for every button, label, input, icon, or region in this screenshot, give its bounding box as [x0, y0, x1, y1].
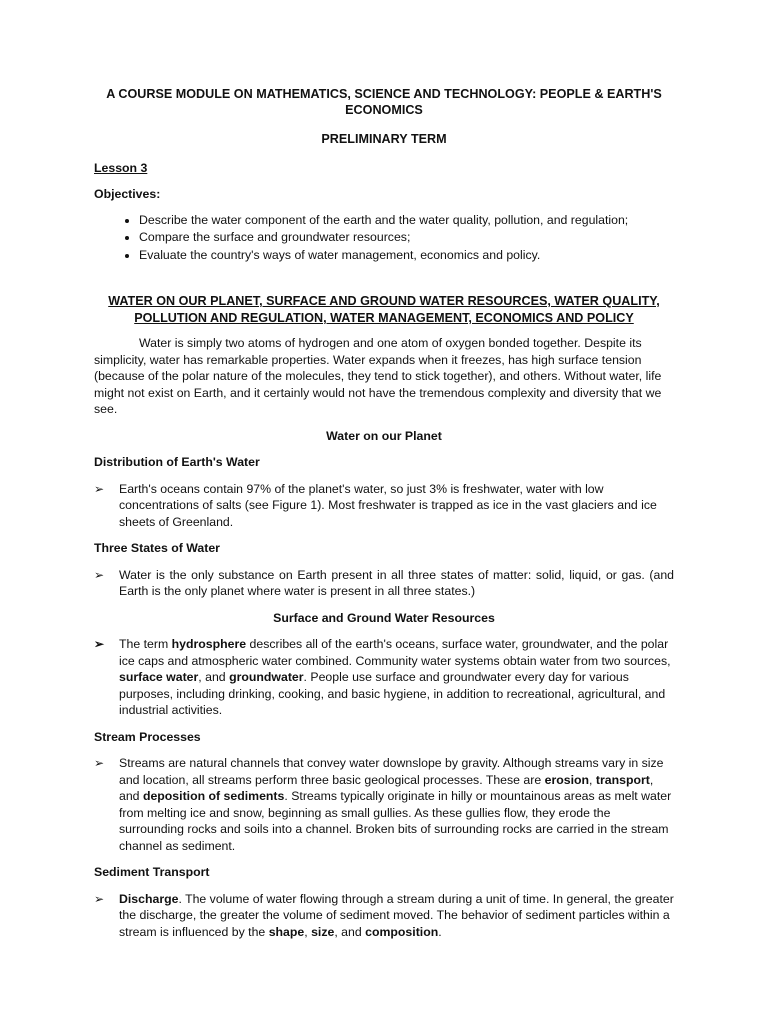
objectives-list	[94, 212, 674, 264]
shape-term: shape	[268, 924, 305, 939]
surface-water-term: surface water	[119, 670, 199, 684]
hydrosphere-bullet	[94, 636, 674, 719]
hydro-text: . People use surface and groundwater every day for various purposes, including drinking, cooking, and basic hygiene, in addition to recreational, agricultural, and industrial activities.	[119, 670, 666, 717]
intro-paragraph: Water is simply two atoms of hydrogen and one atom of oxygen bonded together. Despite its simplicity, water has remarkable properties. Water expands when it freezes, has high surface tension (because of the polar nature of the molecules, they tend to stick together), and others. Without water, life might not exist on Earth, and it certainly would not have the tremendous complexity and diversity that we see.	[94, 336, 662, 416]
surface-ground-heading: Surface and Ground Water Resources	[273, 610, 495, 625]
three-states-bullet	[94, 567, 674, 600]
stream-processes-heading: Stream Processes	[94, 729, 201, 744]
arrow-bullet-icon: ➢	[94, 756, 105, 770]
deposition-term: deposition of sediments	[142, 789, 285, 803]
hydro-text: , and	[198, 670, 230, 684]
distribution-bullet	[94, 481, 674, 531]
three-states-heading: Three States of Water	[94, 541, 220, 555]
groundwater-term: groundwater	[229, 670, 304, 684]
hydro-text: describes all of the earth's oceans, surface water, groundwater, and the polar ice caps and atmospheric water combined. Community water systems obtain water from two sources,	[119, 637, 671, 668]
stream-text: , and	[119, 772, 654, 803]
term-subtitle: PRELIMINARY TERM	[321, 132, 447, 146]
objective-item: • Describe the water component of the earth and the water quality, pollution, and regulation;	[139, 212, 674, 229]
hydrosphere-term: hydrosphere	[171, 637, 247, 651]
stream-text: . Streams typically originate in hilly or mountainous areas as melt water from melting ice and snow, beginning as small gullies. As these gullies flow, they erode the surrounding rocks and soils into a channel. Broken bits of surrounding rocks are carried in the stream channel as sediment.	[119, 789, 672, 853]
three-states-text: Water is the only substance on Earth present in all three states of matter: solid, liquid, or gas. (and Earth is the only planet where water is present in all three states.)	[119, 567, 674, 598]
sediment-text: ,	[304, 924, 312, 939]
sediment-bullet	[94, 891, 674, 941]
objectives-heading: Objectives:	[94, 187, 161, 201]
stream-bullet	[94, 755, 674, 854]
erosion-term: erosion	[544, 772, 590, 787]
sediment-text: .	[438, 924, 442, 939]
sediment-text: , and	[334, 924, 366, 939]
arrow-bullet-icon: ➢	[94, 637, 105, 651]
composition-term: composition	[365, 924, 439, 939]
lesson-label: Lesson 3	[94, 160, 148, 175]
distribution-text: Earth's oceans contain 97% of the planet's water, so just 3% is freshwater, water with low concentrations of salts (see Figure 1). Most freshwater is trapped as ice in the vast glaciers and ice sheets of Greenland.	[119, 481, 657, 529]
hydro-text: The term	[119, 637, 172, 651]
objective-item: • Compare the surface and groundwater resources;	[139, 229, 674, 246]
discharge-term: Discharge	[119, 891, 179, 906]
arrow-bullet-icon: ➢	[94, 481, 105, 496]
transport-term: transport	[595, 772, 650, 787]
arrow-bullet-icon: ➢	[94, 891, 105, 906]
water-on-planet-heading: Water on our Planet	[326, 428, 442, 443]
size-term: size	[311, 924, 335, 939]
arrow-bullet-icon: ➢	[94, 567, 105, 582]
stream-text: ,	[589, 772, 596, 787]
sediment-transport-heading: Sediment Transport	[94, 865, 210, 879]
distribution-heading: Distribution of Earth's Water	[94, 455, 260, 469]
section-title: WATER ON OUR PLANET, SURFACE AND GROUND WATER RESOURCES, WATER QUALITY, POLLUTION AND REGULATION, WATER MANAGEMENT, ECONOMICS AND POLICY	[108, 294, 660, 325]
sediment-text: . The volume of water flowing through a stream during a unit of time. In general, the greater the discharge, the greater the volume of sediment moved. The behavior of sediment particles within a stream is influenced by the	[119, 891, 674, 939]
objective-item: • Evaluate the country's ways of water management, economics and policy.	[139, 247, 674, 264]
stream-text: Streams are natural channels that convey water downslope by gravity. Although streams vary in size and location, all streams perform three basic geological processes. These are	[119, 756, 664, 787]
document-title: A COURSE MODULE ON MATHEMATICS, SCIENCE AND TECHNOLOGY: PEOPLE & EARTH'S ECONOMICS	[106, 87, 662, 117]
